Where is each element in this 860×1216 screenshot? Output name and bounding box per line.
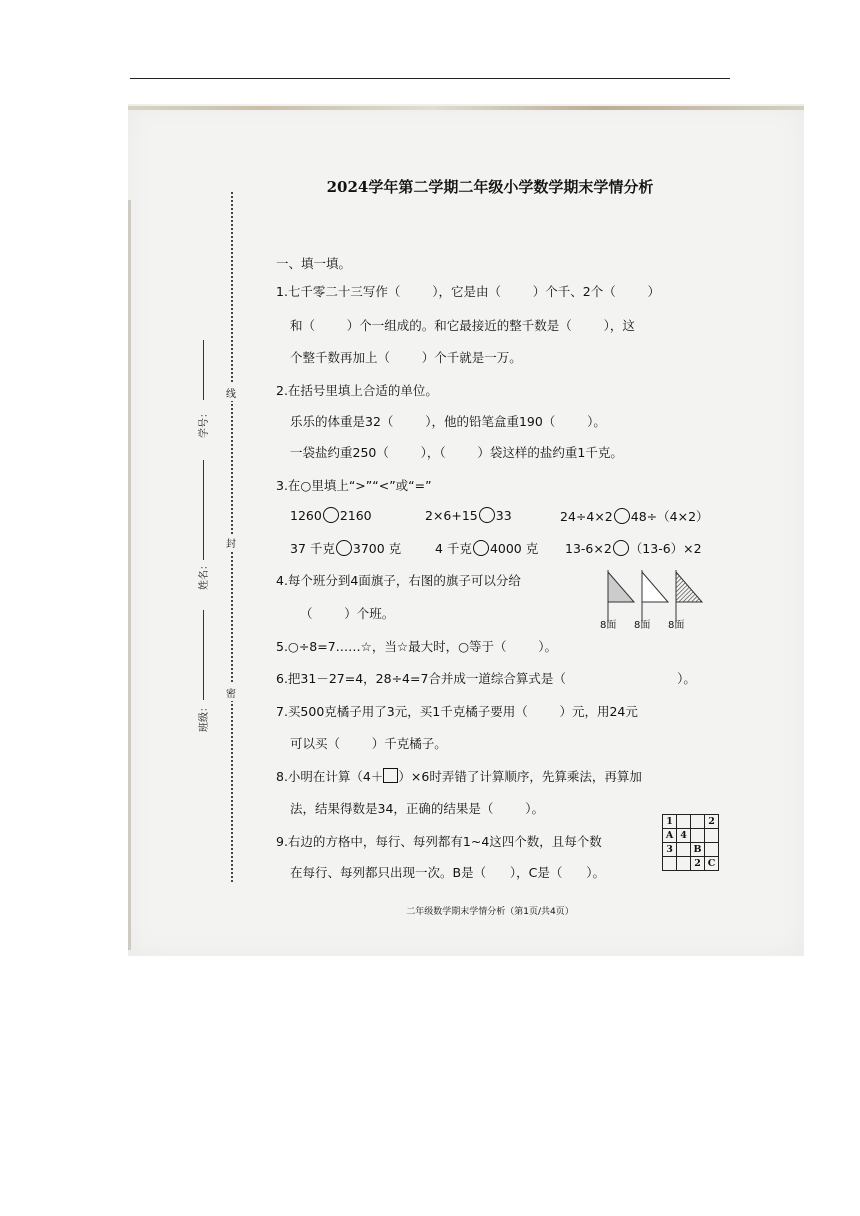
number-grid (662, 814, 719, 871)
section-1-heading: 一、填一填。 (276, 256, 352, 271)
student-id-line (203, 340, 204, 400)
binding-char-top: 线 (226, 384, 236, 401)
q2-line-1: 2.在括号里填上合适的单位。 (276, 383, 438, 398)
q8-line-2: 法，结果得数是34，正确的结果是（ ）。 (290, 801, 544, 816)
grid-cell (705, 843, 719, 857)
flag-icon (642, 570, 668, 622)
q3-line-1: 3.在○里填上“>”“<”或“=” (276, 478, 432, 493)
student-class-line (203, 610, 204, 700)
q4-line-1: 4.每个班分到4面旗子，右图的旗子可以分给 (276, 573, 521, 588)
q1-line-3: 个整千数再加上（ ）个千就是一万。 (290, 350, 522, 365)
q5-line: 5.○÷8=7……☆，当☆最大时，○等于（ ）。 (276, 639, 558, 654)
grid-cell: 2 (705, 815, 719, 829)
compare-circle[interactable] (479, 507, 495, 523)
student-name-label: 姓名： (199, 560, 210, 590)
grid-cell (663, 857, 677, 871)
grid-cell: 2 (691, 857, 705, 871)
q3-compare-6: 13-6×2 （13-6）×2 (565, 541, 702, 556)
grid-cell (705, 829, 719, 843)
blank-square[interactable] (383, 768, 398, 783)
page-footer: 二年级数学期末学情分析（第1页/共4页） (406, 907, 574, 917)
compare-circle[interactable] (323, 507, 339, 523)
binding-char-middle: 封 (226, 534, 236, 551)
q2-line-2: 乐乐的体重是32（ ），他的铅笔盒重190（ ）。 (290, 414, 606, 429)
q3-compare-4: 37 千克 3700 克 (290, 541, 402, 556)
grid-cell (677, 815, 691, 829)
grid-cell: 4 (677, 829, 691, 843)
student-name-line (203, 460, 204, 560)
grid-cell (691, 815, 705, 829)
q3-compare-5: 4 千克 4000 克 (435, 541, 539, 556)
grid-cell: B (691, 843, 705, 857)
grid-cell: A (663, 829, 677, 843)
q2-line-3: 一袋盐约重250（ ），（ ）袋这样的盐约重1千克。 (290, 445, 623, 460)
grid-cell: 1 (663, 815, 677, 829)
flag-count-label: 8面 (600, 620, 617, 631)
grid-cell: C (705, 857, 719, 871)
flag-icon (676, 570, 702, 622)
scan-left-shadow (128, 200, 131, 950)
compare-circle[interactable] (473, 540, 489, 556)
compare-circle[interactable] (336, 540, 352, 556)
flags-figure (600, 570, 720, 630)
top-rule (130, 78, 730, 79)
grid-cell: 3 (663, 843, 677, 857)
grid-cell (691, 829, 705, 843)
q3-compare-3: 24÷4×2 48÷（4×2） (560, 509, 709, 524)
q7-line-2: 可以买（ ）千克橘子。 (290, 736, 447, 751)
q3-compare-1: 1260 2160 (290, 508, 372, 523)
grid-cell (677, 843, 691, 857)
flag-icon (608, 570, 634, 622)
flag-count-label: 8面 (668, 620, 685, 631)
q3-compare-2: 2×6+15 33 (425, 508, 512, 523)
grid-cell (677, 857, 691, 871)
q1-line-1: 1.七千零二十三写作（ ），它是由（ ）个千、2个（ ） (276, 284, 660, 299)
q7-line-1: 7.买500克橘子用了3元，买1千克橘子要用（ ）元，用24元 (276, 704, 638, 719)
binding-char-bottom: 密 (226, 684, 236, 701)
compare-circle[interactable] (614, 508, 630, 524)
student-class-label: 班级： (199, 702, 210, 732)
scan-edge (128, 106, 804, 110)
flag-count-label: 8面 (634, 620, 651, 631)
q8-line-1: 8.小明在计算（4＋ ）×6时弄错了计算顺序，先算乘法，再算加 (276, 769, 642, 784)
compare-circle[interactable] (613, 540, 629, 556)
student-id-label: 学号： (199, 408, 210, 438)
q6-line: 6.把31－27=4，28÷4=7合并成一道综合算式是（ ）。 (276, 671, 696, 686)
q4-line-2: （ ）个班。 (300, 606, 395, 621)
q1-line-2: 和（ ）个一组成的。和它最接近的整千数是（ ），这 (290, 318, 635, 333)
q9-line-2: 在每行、每列都只出现一次。B是（ ），C是（ ）。 (290, 865, 605, 880)
q9-line-1: 9.右边的方格中，每行、每列都有1~4这四个数，且每个数 (276, 834, 602, 849)
page-title: 2024学年第二学期二年级小学数学期末学情分析 (326, 178, 654, 196)
